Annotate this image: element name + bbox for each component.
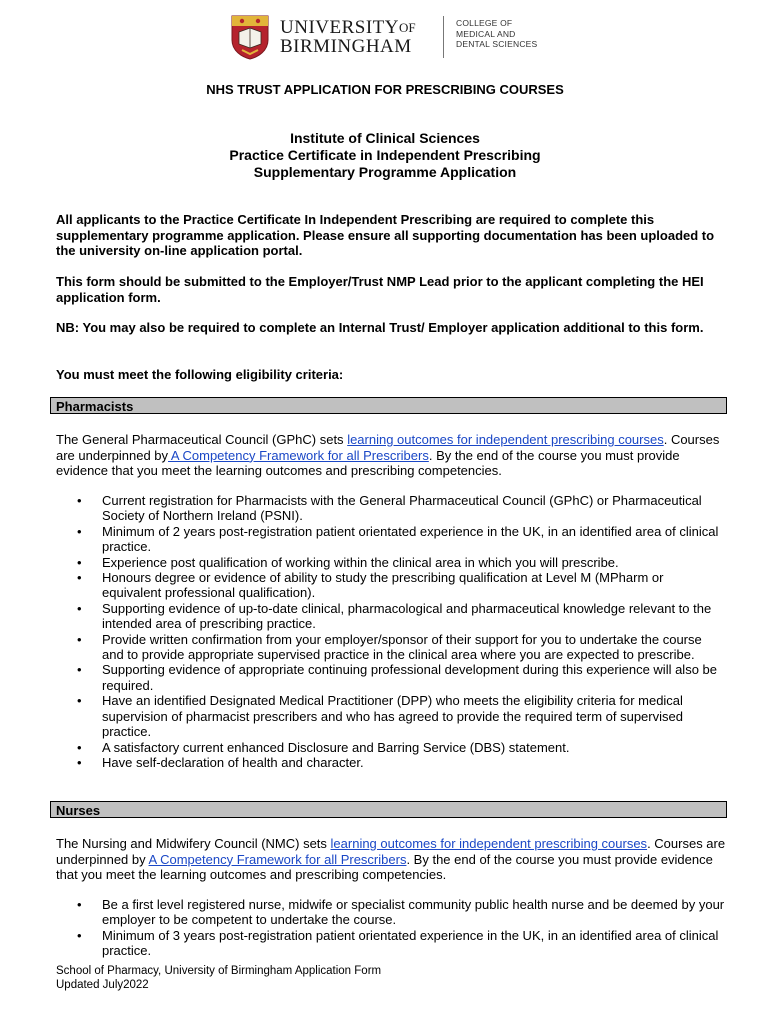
college-name bbox=[456, 18, 537, 50]
footer-line-1: School of Pharmacy, University of Birmingham Application Form bbox=[56, 965, 382, 977]
nurses-intro-text: . Courses are underpinned by bbox=[56, 836, 726, 867]
subtitle-institute: Institute of Clinical Sciences bbox=[290, 130, 480, 146]
list-item: • Supporting evidence of up-to-date clinical, pharmacological and pharmaceutical knowledge relevant to the intended area of prescribing practice. bbox=[56, 601, 726, 632]
page-footer bbox=[56, 964, 381, 992]
university-logo bbox=[218, 8, 558, 66]
list-item: • Minimum of 2 years post-registration patient orientated experience in the UK, in an identified area of clinical practice. bbox=[56, 524, 726, 555]
intro-paragraph-1: All applicants to the Practice Certificate In Independent Prescribing are required to complete this supplementary programme application. Please ensure all supporting documentation has been uploaded to the university on-line application portal. bbox=[56, 212, 715, 258]
list-item: • Have an identified Designated Medical Practitioner (DPP) who meets the eligibility criteria for medical supervision of pharmacist prescribers and who has agreed to provide the required term of supervised practice. bbox=[56, 693, 726, 739]
footer-line-2: Updated July2022 bbox=[56, 979, 149, 991]
subtitle-block bbox=[0, 130, 770, 181]
list-item: • Experience post qualification of working within the clinical area in which you will prescribe. bbox=[56, 555, 726, 570]
learning-outcomes-link[interactable]: learning outcomes for independent prescribing courses bbox=[330, 836, 648, 851]
intro-paragraph-3: NB: You may also be required to complete an Internal Trust/ Employer application additional to this form. bbox=[56, 320, 704, 335]
list-item: • Be a first level registered nurse, midwife or specialist community public health nurse and be deemed by your employer to be competent to undertake the course. bbox=[56, 897, 726, 928]
eligibility-heading: You must meet the following eligibility criteria: bbox=[56, 367, 344, 382]
subtitle-certificate: Practice Certificate in Independent Prescribing bbox=[229, 147, 541, 163]
learning-outcomes-link[interactable]: learning outcomes for independent prescribing courses bbox=[347, 432, 664, 447]
university-name bbox=[280, 18, 416, 56]
list-item: • Provide written confirmation from your employer/sponsor of their support for you to undertake the course and to provide appropriate supervised practice in the clinical area where you are expected to prescribe. bbox=[56, 632, 726, 663]
subtitle-programme: Supplementary Programme Application bbox=[253, 164, 517, 180]
list-item: • Minimum of 3 years post-registration patient orientated experience in the UK, in an identified area of clinical practice. bbox=[56, 928, 726, 959]
pharmacists-criteria-list bbox=[56, 493, 726, 770]
pharmacists-intro-text: . By the end of the course you must provide evidence that you meet the learning outcomes and prescribing competencies. bbox=[56, 447, 680, 478]
nurses-intro bbox=[56, 836, 726, 883]
competency-framework-link[interactable]: A Competency Framework for all Prescribers bbox=[168, 447, 429, 463]
list-item: • Have self-declaration of health and character. bbox=[56, 755, 726, 770]
nurses-intro-text: . By the end of the course you must provide evidence that you meet the learning outcomes and prescribing competencies. bbox=[56, 851, 713, 882]
competency-framework-link[interactable]: A Competency Framework for all Prescribers bbox=[148, 851, 407, 867]
university-name-of: OF bbox=[399, 20, 416, 35]
section-heading-pharmacists: Pharmacists bbox=[50, 397, 727, 414]
college-line: MEDICAL AND bbox=[456, 28, 516, 39]
document-title: NHS TRUST APPLICATION FOR PRESCRIBING COURSES bbox=[206, 82, 564, 97]
list-item: • Supporting evidence of appropriate continuing professional development during this experience will also be required. bbox=[56, 662, 726, 693]
college-line: DENTAL SCIENCES bbox=[456, 39, 538, 49]
section-heading-nurses: Nurses bbox=[50, 801, 727, 818]
nurses-criteria-list bbox=[56, 897, 726, 959]
university-name-line1: UNIVERSITY bbox=[280, 17, 399, 38]
logo-divider bbox=[443, 16, 444, 58]
university-crest-icon bbox=[230, 14, 270, 60]
nurses-intro-text: The Nursing and Midwifery Council (NMC) sets bbox=[56, 836, 331, 851]
college-line: COLLEGE OF bbox=[456, 18, 513, 28]
intro-paragraph-2: This form should be submitted to the Employer/Trust NMP Lead prior to the applicant completing the HEI application form. bbox=[56, 274, 704, 305]
list-item: • Honours degree or evidence of ability to study the prescribing qualification at Level M (MPharm or equivalent professional qualification). bbox=[56, 570, 726, 601]
pharmacists-intro bbox=[56, 432, 726, 479]
pharmacists-intro-text: The General Pharmaceutical Council (GPhC) sets bbox=[56, 432, 348, 447]
university-name-line2: BIRMINGHAM bbox=[280, 36, 412, 57]
pharmacists-intro-text: . Courses are underpinned by bbox=[56, 432, 720, 463]
list-item: • A satisfactory current enhanced Disclosure and Barring Service (DBS) statement. bbox=[56, 740, 726, 755]
list-item: • Current registration for Pharmacists with the General Pharmaceutical Council (GPhC) or Pharmaceutical Society of Northern Ireland (PSNI). bbox=[56, 493, 726, 524]
